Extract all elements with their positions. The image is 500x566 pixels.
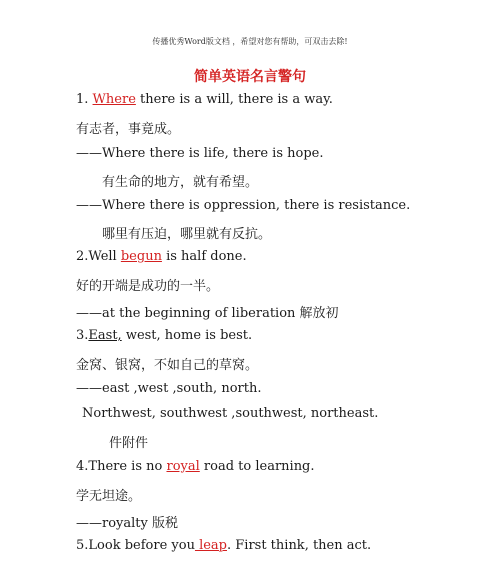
page-header: 传播优秀Word版文档 ，希望对您有帮助，可双击去除! [152, 37, 348, 46]
highlighted-word: royal [166, 459, 200, 474]
proverb-3-translation: 金窝、银窝，不如自己的草窝。 [76, 358, 259, 373]
example-line: 件附件 [109, 436, 149, 451]
example-line: ——Where there is oppression, there is resistance. [76, 198, 411, 213]
proverb-3 [76, 328, 252, 343]
text-segment: west, home is best. [121, 328, 253, 343]
text-segment: 3. [76, 328, 89, 343]
text-segment: there is a will, there is a way. [135, 92, 333, 107]
example-line: ——royalty 版税 [76, 516, 178, 531]
example-line: ——at the beginning of liberation 解放初 [76, 306, 339, 321]
text-segment: . First think, then act. [227, 538, 372, 553]
underlined-word: East, [88, 328, 122, 343]
text-segment: 1. [76, 92, 93, 107]
example-translation: 哪里有压迫，哪里就有反抗。 [102, 227, 272, 242]
proverb-2 [76, 249, 247, 264]
highlighted-word: begun [120, 249, 162, 264]
example-translation: 有生命的地方，就有希望。 [102, 175, 259, 190]
example-line: ——east ,west ,south, north. [76, 381, 262, 396]
text-segment: 5.Look before you [76, 538, 195, 553]
document-title: 简单英语名言警句 [194, 69, 306, 85]
example-line: ——Where there is life, there is hope. [76, 146, 324, 161]
highlighted-word: leap [194, 538, 227, 553]
text-segment: is half done. [161, 249, 247, 264]
proverb-4-translation: 学无坦途。 [76, 489, 142, 504]
text-segment: 2.Well [76, 249, 121, 264]
text-segment: 4.There is no [76, 459, 167, 474]
example-line: Northwest, southwest ,southwest, northeast. [82, 406, 379, 421]
proverb-1-translation: 有志者，事竟成。 [76, 122, 181, 137]
proverb-2-translation: 好的开端是成功的一半。 [76, 279, 220, 294]
text-segment: road to learning. [199, 459, 315, 474]
proverb-5 [76, 538, 371, 553]
proverb-1 [76, 92, 333, 107]
proverb-4 [76, 459, 315, 474]
highlighted-word: Where [92, 92, 136, 107]
